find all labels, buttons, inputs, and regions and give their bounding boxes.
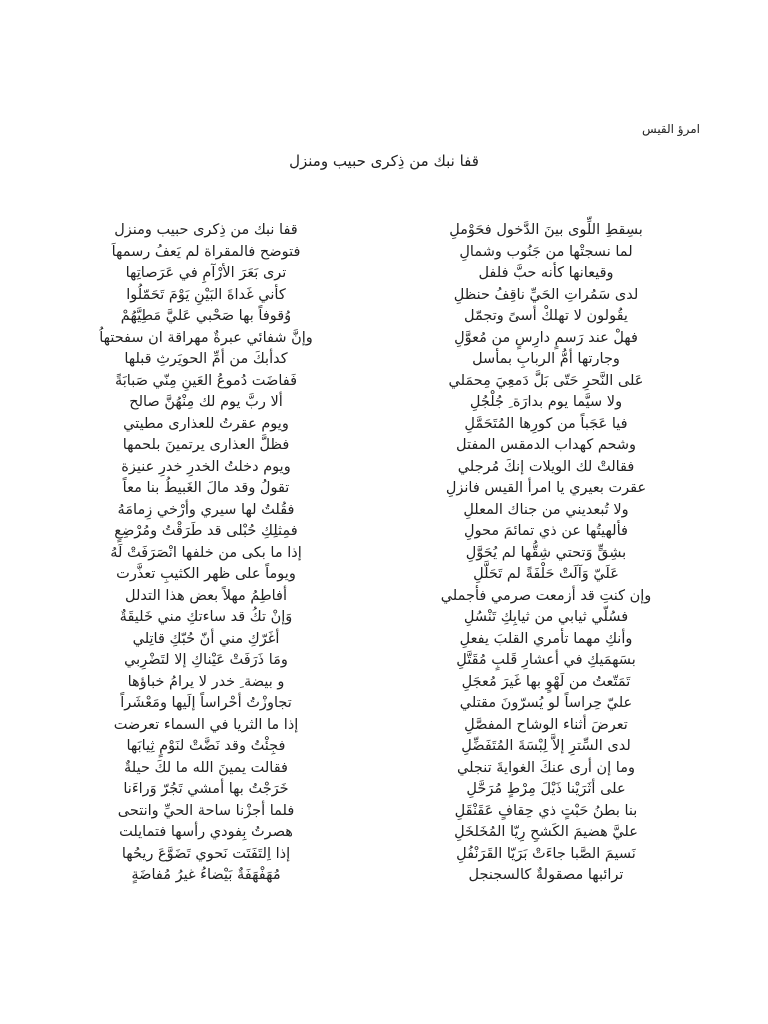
verse-line bbox=[0, 844, 768, 866]
verse-line bbox=[0, 242, 768, 264]
verse-first-hemistich: وشحم كهداب الدمقس المفتل bbox=[455, 437, 637, 453]
verse-first-hemistich: لدى السِّترِ إلاَّ لِبْسَةَ المُتَفَضِّلِ bbox=[461, 738, 631, 754]
verse-first-hemistich: عليَّ هضيمَ الكَشحِ رِيّا المُخَلخَلِ bbox=[454, 824, 638, 840]
verse-second-hemistich: ويوم عقرتُ للعذارى مطيتي bbox=[123, 415, 289, 432]
verse-line bbox=[0, 564, 768, 586]
verse-first-hemistich: ولا تُبعديني من جناك المعللِ bbox=[463, 501, 629, 518]
poem-title: قفا نبك من ذِكرى حبيب ومنزل bbox=[289, 152, 479, 170]
verse-line bbox=[0, 629, 768, 651]
verse-line bbox=[0, 822, 768, 844]
verse-second-hemistich: وُقوفاً بها صَحْبي عَليَّ مَطِيَّهُمْ bbox=[120, 308, 292, 324]
verse-first-hemistich: وقيعانها كأنه حبَّ فلفل bbox=[478, 265, 614, 281]
verse-first-hemistich: عليّ حِراساً لو يُسرّونَ مقتلي bbox=[459, 695, 633, 711]
verse-second-hemistich: ومَا ذَرَفَتْ عَيْناكِ إلا لتَضْرِبي bbox=[124, 652, 288, 668]
verse-second-hemistich: إذا ما بكى من خلفها انْصَرَفَتْ لَهُ bbox=[110, 544, 302, 561]
verse-line bbox=[0, 865, 768, 887]
verse-line bbox=[0, 285, 768, 307]
verse-second-hemistich: هصرتُ بِفودي رأسها فتمايلت bbox=[119, 824, 293, 840]
verse-second-hemistich: إذا ما الثريا في السماء تعرضت bbox=[113, 716, 299, 733]
verse-second-hemistich: وإنَّ شفائي عبرةٌ مهراقة ان سفحتهاُ bbox=[99, 329, 313, 346]
verse-second-hemistich: فقالت يمينَ الله ما لكَ حيلةٌ bbox=[124, 759, 288, 776]
verse-first-hemistich: فألهيتُها عن ذي تمائمَ محولِ bbox=[464, 523, 628, 539]
verse-second-hemistich: فَفاضَت دُموعُ العَينِ مِنّي صَبابَةً bbox=[114, 372, 298, 389]
verse-line bbox=[0, 586, 768, 608]
verse-first-hemistich: عَلَيّ وَآلَتْ حَلْفَةً لم تَحَلَّلِ bbox=[473, 566, 619, 582]
verse-first-hemistich: بنا بطنُ حَبْتٍ ذي حِقافٍ عَقَنْقَلِ bbox=[454, 802, 638, 819]
verse-second-hemistich: مُهَفْهَفَةٌ بَيْضاءُ غيرُ مُفاضَةٍ bbox=[131, 867, 281, 883]
verse-first-hemistich: نَسيمَ الصَّبا جاءَتْ بَرَيّا القَرَنْفُلِ bbox=[456, 845, 636, 862]
verse-first-hemistich: تَمَتّعتُ من لَهْوٍ بها غَيرَ مُعجَلِ bbox=[461, 673, 631, 690]
verse-line bbox=[0, 349, 768, 371]
author-name: امرؤ القيس bbox=[642, 122, 700, 136]
verse-second-hemistich: كأني غَداةَ البَيْنِ يَوْمَ تَحَمّلُوا bbox=[126, 286, 286, 303]
verse-first-hemistich: فسُلّي ثيابي من ثيابِكِ تَنْسُلِ bbox=[463, 609, 629, 625]
verse-line bbox=[0, 457, 768, 479]
verse-first-hemistich: وجارتها أمُّ الربابِ بمأسل bbox=[472, 351, 620, 367]
verse-first-hemistich: تعرضَ أثناء الوشاح المفصَّلِ bbox=[464, 716, 628, 733]
verse-first-hemistich: ولا سيَّما يوم بدارَة ِ جُلْجُلِ bbox=[469, 394, 623, 410]
verse-line bbox=[0, 435, 768, 457]
verse-line bbox=[0, 392, 768, 414]
verse-second-hemistich: ألا ربَّ يوم لك مِنْهُنَّ صالح bbox=[129, 394, 283, 410]
verse-first-hemistich: عَلى النَّحرِ حَتّى بَلَّ دَمعِيَ مِحمَلي bbox=[448, 372, 644, 389]
verse-line bbox=[0, 306, 768, 328]
verse-line bbox=[0, 672, 768, 694]
verse-line bbox=[0, 414, 768, 436]
verse-line bbox=[0, 715, 768, 737]
verse-second-hemistich: كدأبكَ من أمِّ الحويَرثِ قبلها bbox=[124, 351, 288, 367]
verse-first-hemistich: يقُولون لا تهلكْ أسىً وتجمّل bbox=[464, 308, 628, 324]
verse-line bbox=[0, 500, 768, 522]
verse-line bbox=[0, 779, 768, 801]
verse-line bbox=[0, 220, 768, 242]
verse-first-hemistich: بشِقٍّ وَتحتي شِقُّها لم يُحَوَّلِ bbox=[465, 544, 627, 561]
verse-second-hemistich: قفا نبك من ذِكرى حبيب ومنزل bbox=[114, 222, 298, 238]
verse-line bbox=[0, 607, 768, 629]
verse-second-hemistich: فقُلتُ لها سيري وأرْخي زِمامَهُ bbox=[117, 501, 295, 518]
verse-first-hemistich: فهلْ عند رَسمٍ دارِسٍ من مُعوَّلِ bbox=[454, 329, 638, 346]
verse-first-hemistich: بسَهمَيكِ في أعشارِ قَلبٍ مُقَتَّلِ bbox=[456, 652, 636, 668]
verse-second-hemistich: و بيضة ِ خدر لا يرامُ خباؤها bbox=[127, 673, 285, 690]
verse-second-hemistich: فظلَّ العذارى يرتمينَ بلحمها bbox=[122, 437, 290, 453]
verse-second-hemistich: فمِثلِكِ حُبْلى قد طَرَقْتُ ومُرْضِعٍ bbox=[114, 523, 298, 539]
verse-line bbox=[0, 758, 768, 780]
verse-second-hemistich: ترى بَعَرَ الأرْآمِ في عَرَصاتِها bbox=[125, 265, 287, 281]
verse-first-hemistich: وإن كنتِ قد أزمعت صرمي فأجملي bbox=[440, 587, 652, 604]
verse-line bbox=[0, 263, 768, 285]
verse-first-hemistich: لما نسجتْها من جَنُوب وشمالِ bbox=[459, 243, 633, 260]
verse-line bbox=[0, 521, 768, 543]
verse-second-hemistich: أغَرّكِ مني أنّ حُبّكِ قاتِلي bbox=[132, 630, 280, 647]
verse-first-hemistich: فقالتْ لك الويلات إنكَ مُرجلي bbox=[457, 458, 635, 475]
verse-line bbox=[0, 650, 768, 672]
verse-line bbox=[0, 478, 768, 500]
verse-line bbox=[0, 736, 768, 758]
verse-first-hemistich: فيا عَجَباً من كورِها المُتَحَمَّلِ bbox=[464, 415, 628, 432]
verse-second-hemistich: ويوم دخلتُ الخدرِ خدرِ عنيزة bbox=[121, 458, 291, 475]
verse-first-hemistich: لدى سَمُراتِ الحَيِّ ناقِفُ حنظلِ bbox=[453, 286, 639, 303]
verse-line bbox=[0, 543, 768, 565]
verse-first-hemistich: على أثَرَيْنا ذَيْلَ مِرْطٍ مُرَحَّلِ bbox=[466, 781, 626, 797]
verse-first-hemistich: بسِقطِ اللِّوى بينَ الدَّخول فحَوْملِ bbox=[449, 222, 643, 238]
verse-line bbox=[0, 371, 768, 393]
verse-second-hemistich: فتوضح فالمقراة لم يَعفُ رسمهاَ bbox=[111, 243, 301, 260]
verse-second-hemistich: وَإنْ تكُ قد ساءتكِ مني خَليقَةٌ bbox=[119, 609, 293, 625]
verse-first-hemistich: عقرت بعيري يا امرأ القيس فانزلِ bbox=[445, 480, 647, 496]
verse-line bbox=[0, 328, 768, 350]
verse-first-hemistich: وما إن أرى عنكَ الغوايةَ تنجلي bbox=[457, 759, 635, 776]
verse-line bbox=[0, 693, 768, 715]
verse-second-hemistich: تقولُ وقد مالَ الغَبيطُ بنا معاً bbox=[122, 480, 290, 496]
verse-second-hemistich: خَرَجْتُ بها أمشي تَجُرّ وَراءَنا bbox=[123, 781, 289, 797]
verse-second-hemistich: ويوماً على ظهر الكثيبِ تعذَّرت bbox=[116, 566, 296, 582]
verse-second-hemistich: إذا اِلتَفَتَت نَحوي تَضَوَّعَ ريحُها bbox=[121, 845, 291, 862]
verse-line bbox=[0, 801, 768, 823]
verse-first-hemistich: وأنكِ مهما تأمري القلبَ يفعلِ bbox=[459, 630, 633, 647]
poem-body bbox=[0, 220, 768, 887]
verse-second-hemistich: تجاوزْتُ أحْراساً إلَيها ومَعْشَراً bbox=[120, 695, 292, 711]
verse-first-hemistich: ترائبها مصقولةٌ كالسجنجل bbox=[468, 867, 624, 883]
verse-second-hemistich: أفاطِمُ مهلاً بعض هذا التدلل bbox=[124, 587, 288, 604]
verse-second-hemistich: فجِئْتُ وقد نَضَّتْ لنَوْمٍ ثِيابَها bbox=[126, 738, 286, 754]
verse-second-hemistich: فلما أجزْنا ساحة الحيِّ وانتحى bbox=[117, 802, 295, 819]
